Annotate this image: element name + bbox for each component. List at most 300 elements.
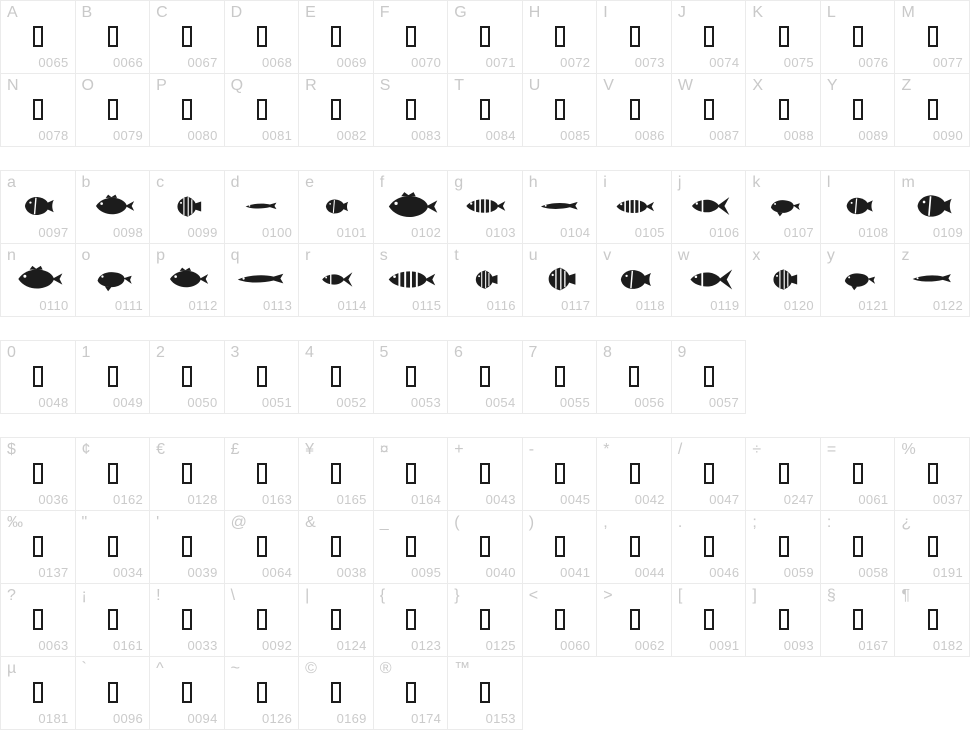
glyph-preview (672, 527, 747, 565)
glyph-cell (448, 584, 523, 657)
glyph-cell (523, 74, 598, 147)
missing-glyph-tofu-icon (779, 26, 789, 47)
glyph-preview (448, 600, 523, 638)
character-label: Q (230, 77, 244, 94)
character-label: < (528, 587, 539, 604)
glyph-preview (150, 187, 225, 225)
glyph-cell (448, 244, 523, 317)
glyph-cell (150, 74, 225, 147)
character-label: a (7, 174, 16, 191)
glyph-cell (76, 171, 151, 244)
character-code: 0077 (932, 55, 963, 70)
glyph-preview (76, 187, 151, 225)
glyph-preview (225, 357, 300, 395)
missing-glyph-tofu-icon (779, 609, 789, 630)
glyph-preview (895, 17, 970, 55)
character-code: 0116 (486, 298, 516, 313)
glyph-preview (746, 260, 821, 298)
glyph-cell (299, 584, 374, 657)
missing-glyph-tofu-icon (33, 26, 43, 47)
character-code: 0083 (411, 128, 442, 143)
character-label: q (230, 247, 240, 264)
glyph-preview (746, 454, 821, 492)
glyph-preview (523, 90, 598, 128)
character-code: 0041 (560, 565, 591, 580)
character-code: 0055 (559, 395, 590, 410)
character-code: 0119 (710, 298, 740, 313)
character-code: 0036 (38, 492, 69, 507)
missing-glyph-tofu-icon (704, 99, 714, 120)
fish-glyph-icon (762, 195, 806, 217)
glyph-cell (1, 511, 76, 584)
fish-glyph-icon (610, 194, 659, 219)
character-label: e (305, 174, 315, 191)
glyph-preview (1, 260, 76, 298)
glyph-preview (374, 454, 449, 492)
glyph-preview (1, 187, 76, 225)
fish-glyph-icon (380, 264, 442, 295)
character-label: G (454, 4, 467, 21)
glyph-cell (895, 74, 970, 147)
glyph-preview (374, 527, 449, 565)
glyph-cell (523, 171, 598, 244)
glyph-preview (895, 600, 970, 638)
glyph-preview (150, 260, 225, 298)
glyph-preview (1, 17, 76, 55)
fish-glyph-icon (534, 266, 586, 292)
character-code: 0247 (783, 492, 814, 507)
glyph-cell (746, 171, 821, 244)
fish-glyph-icon (681, 265, 738, 294)
glyph-preview (895, 260, 970, 298)
glyph-cell (746, 1, 821, 74)
glyph-preview (523, 454, 598, 492)
missing-glyph-tofu-icon (406, 536, 416, 557)
glyph-preview (597, 90, 672, 128)
glyph-preview (746, 17, 821, 55)
character-label: 2 (156, 344, 165, 361)
character-code: 0181 (38, 711, 69, 726)
glyph-cell (150, 438, 225, 511)
character-label: ( (454, 514, 460, 531)
glyph-cell (76, 74, 151, 147)
glyph-cell (672, 511, 747, 584)
glyph-preview (1, 454, 76, 492)
character-label: V (603, 77, 614, 94)
character-code: 0048 (38, 395, 69, 410)
glyph-cell (523, 511, 598, 584)
glyph-cell (150, 244, 225, 317)
missing-glyph-tofu-icon (182, 536, 192, 557)
glyph-preview (821, 600, 896, 638)
glyph-preview (299, 357, 374, 395)
character-code: 0128 (187, 492, 218, 507)
character-label: J (677, 4, 686, 21)
glyph-cell (150, 341, 225, 414)
glyph-cell (1, 584, 76, 657)
glyph-preview (299, 673, 374, 711)
glyph-preview (895, 454, 970, 492)
character-label: N (7, 77, 19, 94)
character-label: r (305, 247, 311, 264)
character-label: b (81, 174, 91, 191)
character-code: 0115 (412, 298, 442, 313)
character-label: ~ (230, 660, 240, 677)
glyph-cell (821, 511, 896, 584)
fish-glyph-icon (231, 264, 293, 295)
missing-glyph-tofu-icon (630, 463, 640, 484)
character-code: 0042 (634, 492, 665, 507)
missing-glyph-tofu-icon (108, 609, 118, 630)
character-code: 0059 (783, 565, 814, 580)
glyph-cell (76, 657, 151, 730)
glyph-preview (448, 17, 523, 55)
character-code: 0163 (262, 492, 293, 507)
missing-glyph-tofu-icon (406, 609, 416, 630)
glyph-preview (448, 527, 523, 565)
glyph-preview (672, 600, 747, 638)
missing-glyph-tofu-icon (630, 609, 640, 630)
character-label: I (603, 4, 608, 21)
character-label: L (826, 4, 836, 21)
glyph-cell (76, 511, 151, 584)
character-label: _ (379, 514, 389, 531)
glyph-preview (821, 527, 896, 565)
glyph-cell (1, 74, 76, 147)
character-code: 0053 (410, 395, 441, 410)
missing-glyph-tofu-icon (480, 682, 490, 703)
glyph-preview (448, 357, 523, 395)
glyph-preview (299, 260, 374, 298)
glyph-cell (895, 511, 970, 584)
character-label: ¿ (901, 514, 912, 531)
character-label: t (454, 247, 459, 264)
glyph-preview (76, 90, 151, 128)
fish-glyph-icon (464, 269, 506, 290)
missing-glyph-tofu-icon (779, 463, 789, 484)
character-code: 0068 (262, 55, 293, 70)
character-label: A (7, 4, 18, 21)
glyph-cell (821, 171, 896, 244)
fish-glyph-icon (87, 193, 139, 219)
character-code: 0084 (485, 128, 516, 143)
fish-glyph-icon (760, 268, 807, 291)
character-label: 1 (81, 344, 91, 361)
missing-glyph-tofu-icon (182, 26, 192, 47)
character-code: 0071 (485, 55, 516, 70)
lowercase-letters-block (0, 170, 970, 317)
missing-glyph-tofu-icon (928, 26, 938, 47)
glyph-preview (225, 673, 300, 711)
character-code: 0169 (336, 711, 367, 726)
glyph-cell (225, 171, 300, 244)
character-label: " (81, 514, 88, 531)
character-code: 0109 (932, 225, 963, 240)
character-label: © (305, 660, 317, 677)
character-label: @ (230, 514, 247, 531)
character-label: ÷ (752, 441, 762, 458)
missing-glyph-tofu-icon (853, 99, 863, 120)
character-code: 0122 (932, 298, 963, 313)
missing-glyph-tofu-icon (704, 366, 714, 387)
glyph-cell (448, 74, 523, 147)
glyph-preview (299, 90, 374, 128)
character-label: ] (752, 587, 757, 604)
character-label: y (826, 247, 835, 264)
glyph-preview (672, 17, 747, 55)
glyph-cell (225, 511, 300, 584)
character-code: 0100 (262, 225, 293, 240)
character-code: 0070 (411, 55, 442, 70)
glyph-cell (1, 171, 76, 244)
character-code: 0087 (709, 128, 740, 143)
character-label: $ (7, 441, 16, 458)
character-label: { (379, 587, 386, 604)
character-label: 7 (528, 344, 538, 361)
glyph-preview (150, 527, 225, 565)
character-code: 0056 (634, 395, 665, 410)
glyph-cell (1, 438, 76, 511)
glyph-preview (597, 17, 672, 55)
character-label: % (901, 441, 916, 458)
glyph-cell (374, 1, 449, 74)
glyph-cell (448, 511, 523, 584)
glyph-preview (374, 17, 449, 55)
character-label: u (528, 247, 538, 264)
glyph-cell (299, 244, 374, 317)
glyph-cell (597, 438, 672, 511)
glyph-preview (672, 454, 747, 492)
glyph-preview (523, 260, 598, 298)
character-code: 0191 (932, 565, 963, 580)
character-code: 0104 (560, 225, 591, 240)
glyph-preview (299, 454, 374, 492)
missing-glyph-tofu-icon (555, 26, 565, 47)
character-label: + (454, 441, 464, 458)
character-code: 0058 (858, 565, 889, 580)
character-code: 0096 (112, 711, 144, 726)
missing-glyph-tofu-icon (108, 99, 118, 120)
glyph-preview (523, 527, 598, 565)
missing-glyph-tofu-icon (331, 609, 341, 630)
character-label: Y (826, 77, 838, 94)
character-code: 0162 (112, 492, 144, 507)
missing-glyph-tofu-icon (928, 99, 938, 120)
glyph-preview (225, 527, 300, 565)
missing-glyph-tofu-icon (704, 463, 714, 484)
character-label: K (752, 4, 764, 21)
glyph-preview (76, 527, 151, 565)
fish-glyph-icon (835, 268, 882, 291)
character-label: ` (81, 660, 87, 677)
glyph-cell (299, 657, 374, 730)
glyph-preview (1, 600, 76, 638)
character-code: 0090 (932, 128, 963, 143)
missing-glyph-tofu-icon (331, 99, 341, 120)
character-code: 0106 (709, 225, 740, 240)
character-code: 0092 (262, 638, 293, 653)
character-label: ¤ (379, 441, 389, 458)
fish-glyph-icon (683, 193, 735, 219)
character-code: 0033 (187, 638, 218, 653)
character-code: 0080 (187, 128, 218, 143)
character-code: 0086 (634, 128, 665, 143)
character-code: 0107 (783, 225, 814, 240)
character-label: n (7, 247, 16, 264)
glyph-preview (746, 90, 821, 128)
character-label: 3 (230, 344, 240, 361)
glyph-preview (523, 357, 598, 395)
fish-glyph-icon (378, 190, 443, 223)
glyph-preview (448, 673, 523, 711)
glyph-preview (76, 17, 151, 55)
character-code: 0072 (560, 55, 591, 70)
missing-glyph-tofu-icon (331, 536, 341, 557)
glyph-cell (299, 1, 374, 74)
glyph-preview (821, 187, 896, 225)
missing-glyph-tofu-icon (182, 609, 192, 630)
fish-glyph-icon (459, 193, 511, 219)
missing-glyph-tofu-icon (33, 536, 43, 557)
character-code: 0040 (485, 565, 516, 580)
glyph-cell (299, 74, 374, 147)
glyph-cell (76, 1, 151, 74)
glyph-preview (821, 17, 896, 55)
character-label: i (603, 174, 607, 191)
character-label: | (305, 587, 310, 604)
glyph-cell (523, 584, 598, 657)
missing-glyph-tofu-icon (257, 26, 267, 47)
glyph-cell (374, 438, 449, 511)
character-code: 0049 (112, 395, 143, 410)
missing-glyph-tofu-icon (33, 99, 43, 120)
glyph-cell (448, 657, 523, 730)
glyph-cell (76, 584, 151, 657)
missing-glyph-tofu-icon (406, 26, 416, 47)
missing-glyph-tofu-icon (928, 536, 938, 557)
character-code: 0079 (112, 128, 144, 143)
missing-glyph-tofu-icon (331, 366, 341, 387)
glyph-preview (150, 454, 225, 492)
digits-block (0, 340, 746, 414)
missing-glyph-tofu-icon (853, 26, 863, 47)
missing-glyph-tofu-icon (480, 99, 490, 120)
missing-glyph-tofu-icon (630, 536, 640, 557)
character-code: 0043 (485, 492, 516, 507)
missing-glyph-tofu-icon (406, 99, 416, 120)
missing-glyph-tofu-icon (406, 366, 416, 387)
missing-glyph-tofu-icon (33, 366, 43, 387)
glyph-cell (895, 584, 970, 657)
glyph-cell (225, 74, 300, 147)
glyph-cell (150, 511, 225, 584)
character-label: f (379, 174, 385, 191)
character-label: ) (528, 514, 535, 531)
character-label: § (826, 587, 836, 604)
character-label: D (230, 4, 243, 21)
character-code: 0118 (635, 298, 665, 313)
fish-glyph-icon (839, 196, 878, 216)
glyph-cell (672, 171, 747, 244)
glyph-cell (597, 74, 672, 147)
glyph-cell (597, 511, 672, 584)
character-label: ¡ (81, 587, 87, 604)
glyph-preview (76, 454, 151, 492)
character-code: 0161 (112, 638, 144, 653)
character-code: 0073 (634, 55, 665, 70)
character-label: M (901, 4, 915, 21)
glyph-preview (821, 260, 896, 298)
character-code: 0076 (858, 55, 889, 70)
character-code: 0074 (709, 55, 740, 70)
missing-glyph-tofu-icon (853, 609, 863, 630)
character-code: 0114 (337, 298, 367, 313)
character-label: € (156, 441, 165, 458)
glyph-preview (299, 527, 374, 565)
glyph-preview (1, 527, 76, 565)
character-code: 0095 (411, 565, 442, 580)
glyph-cell (225, 1, 300, 74)
character-label: ™ (454, 660, 471, 677)
glyph-cell (597, 1, 672, 74)
glyph-preview (225, 90, 300, 128)
character-label: > (603, 587, 613, 604)
missing-glyph-tofu-icon (33, 682, 43, 703)
glyph-cell (374, 244, 449, 317)
character-code: 0174 (411, 711, 442, 726)
character-code: 0113 (262, 298, 293, 313)
missing-glyph-tofu-icon (108, 682, 118, 703)
symbols-block (0, 437, 970, 730)
glyph-cell (374, 171, 449, 244)
character-code: 0099 (187, 225, 218, 240)
glyph-preview (448, 187, 523, 225)
character-label: 8 (603, 344, 612, 361)
missing-glyph-tofu-icon (704, 536, 714, 557)
glyph-preview (821, 90, 896, 128)
missing-glyph-tofu-icon (182, 682, 192, 703)
character-label: d (230, 174, 240, 191)
glyph-cell (821, 244, 896, 317)
glyph-preview (225, 17, 300, 55)
missing-glyph-tofu-icon (257, 536, 267, 557)
fish-glyph-icon (907, 193, 959, 219)
glyph-preview (746, 187, 821, 225)
glyph-cell (76, 438, 151, 511)
glyph-cell (523, 1, 598, 74)
glyph-preview (76, 673, 151, 711)
missing-glyph-tofu-icon (555, 99, 565, 120)
glyph-cell (150, 1, 225, 74)
glyph-cell (299, 341, 374, 414)
character-label: Z (901, 77, 912, 94)
glyph-cell (672, 341, 747, 414)
fish-glyph-icon (8, 264, 68, 294)
glyph-preview (76, 260, 151, 298)
glyph-cell (225, 657, 300, 730)
glyph-preview (374, 260, 449, 298)
glyph-cell (76, 244, 151, 317)
glyph-cell (597, 584, 672, 657)
character-label: E (305, 4, 316, 21)
character-code: 0045 (560, 492, 591, 507)
character-code: 0167 (858, 638, 889, 653)
character-label: 9 (677, 344, 687, 361)
character-code: 0164 (411, 492, 442, 507)
character-code: 0120 (783, 298, 814, 313)
missing-glyph-tofu-icon (182, 99, 192, 120)
character-label: g (454, 174, 464, 191)
